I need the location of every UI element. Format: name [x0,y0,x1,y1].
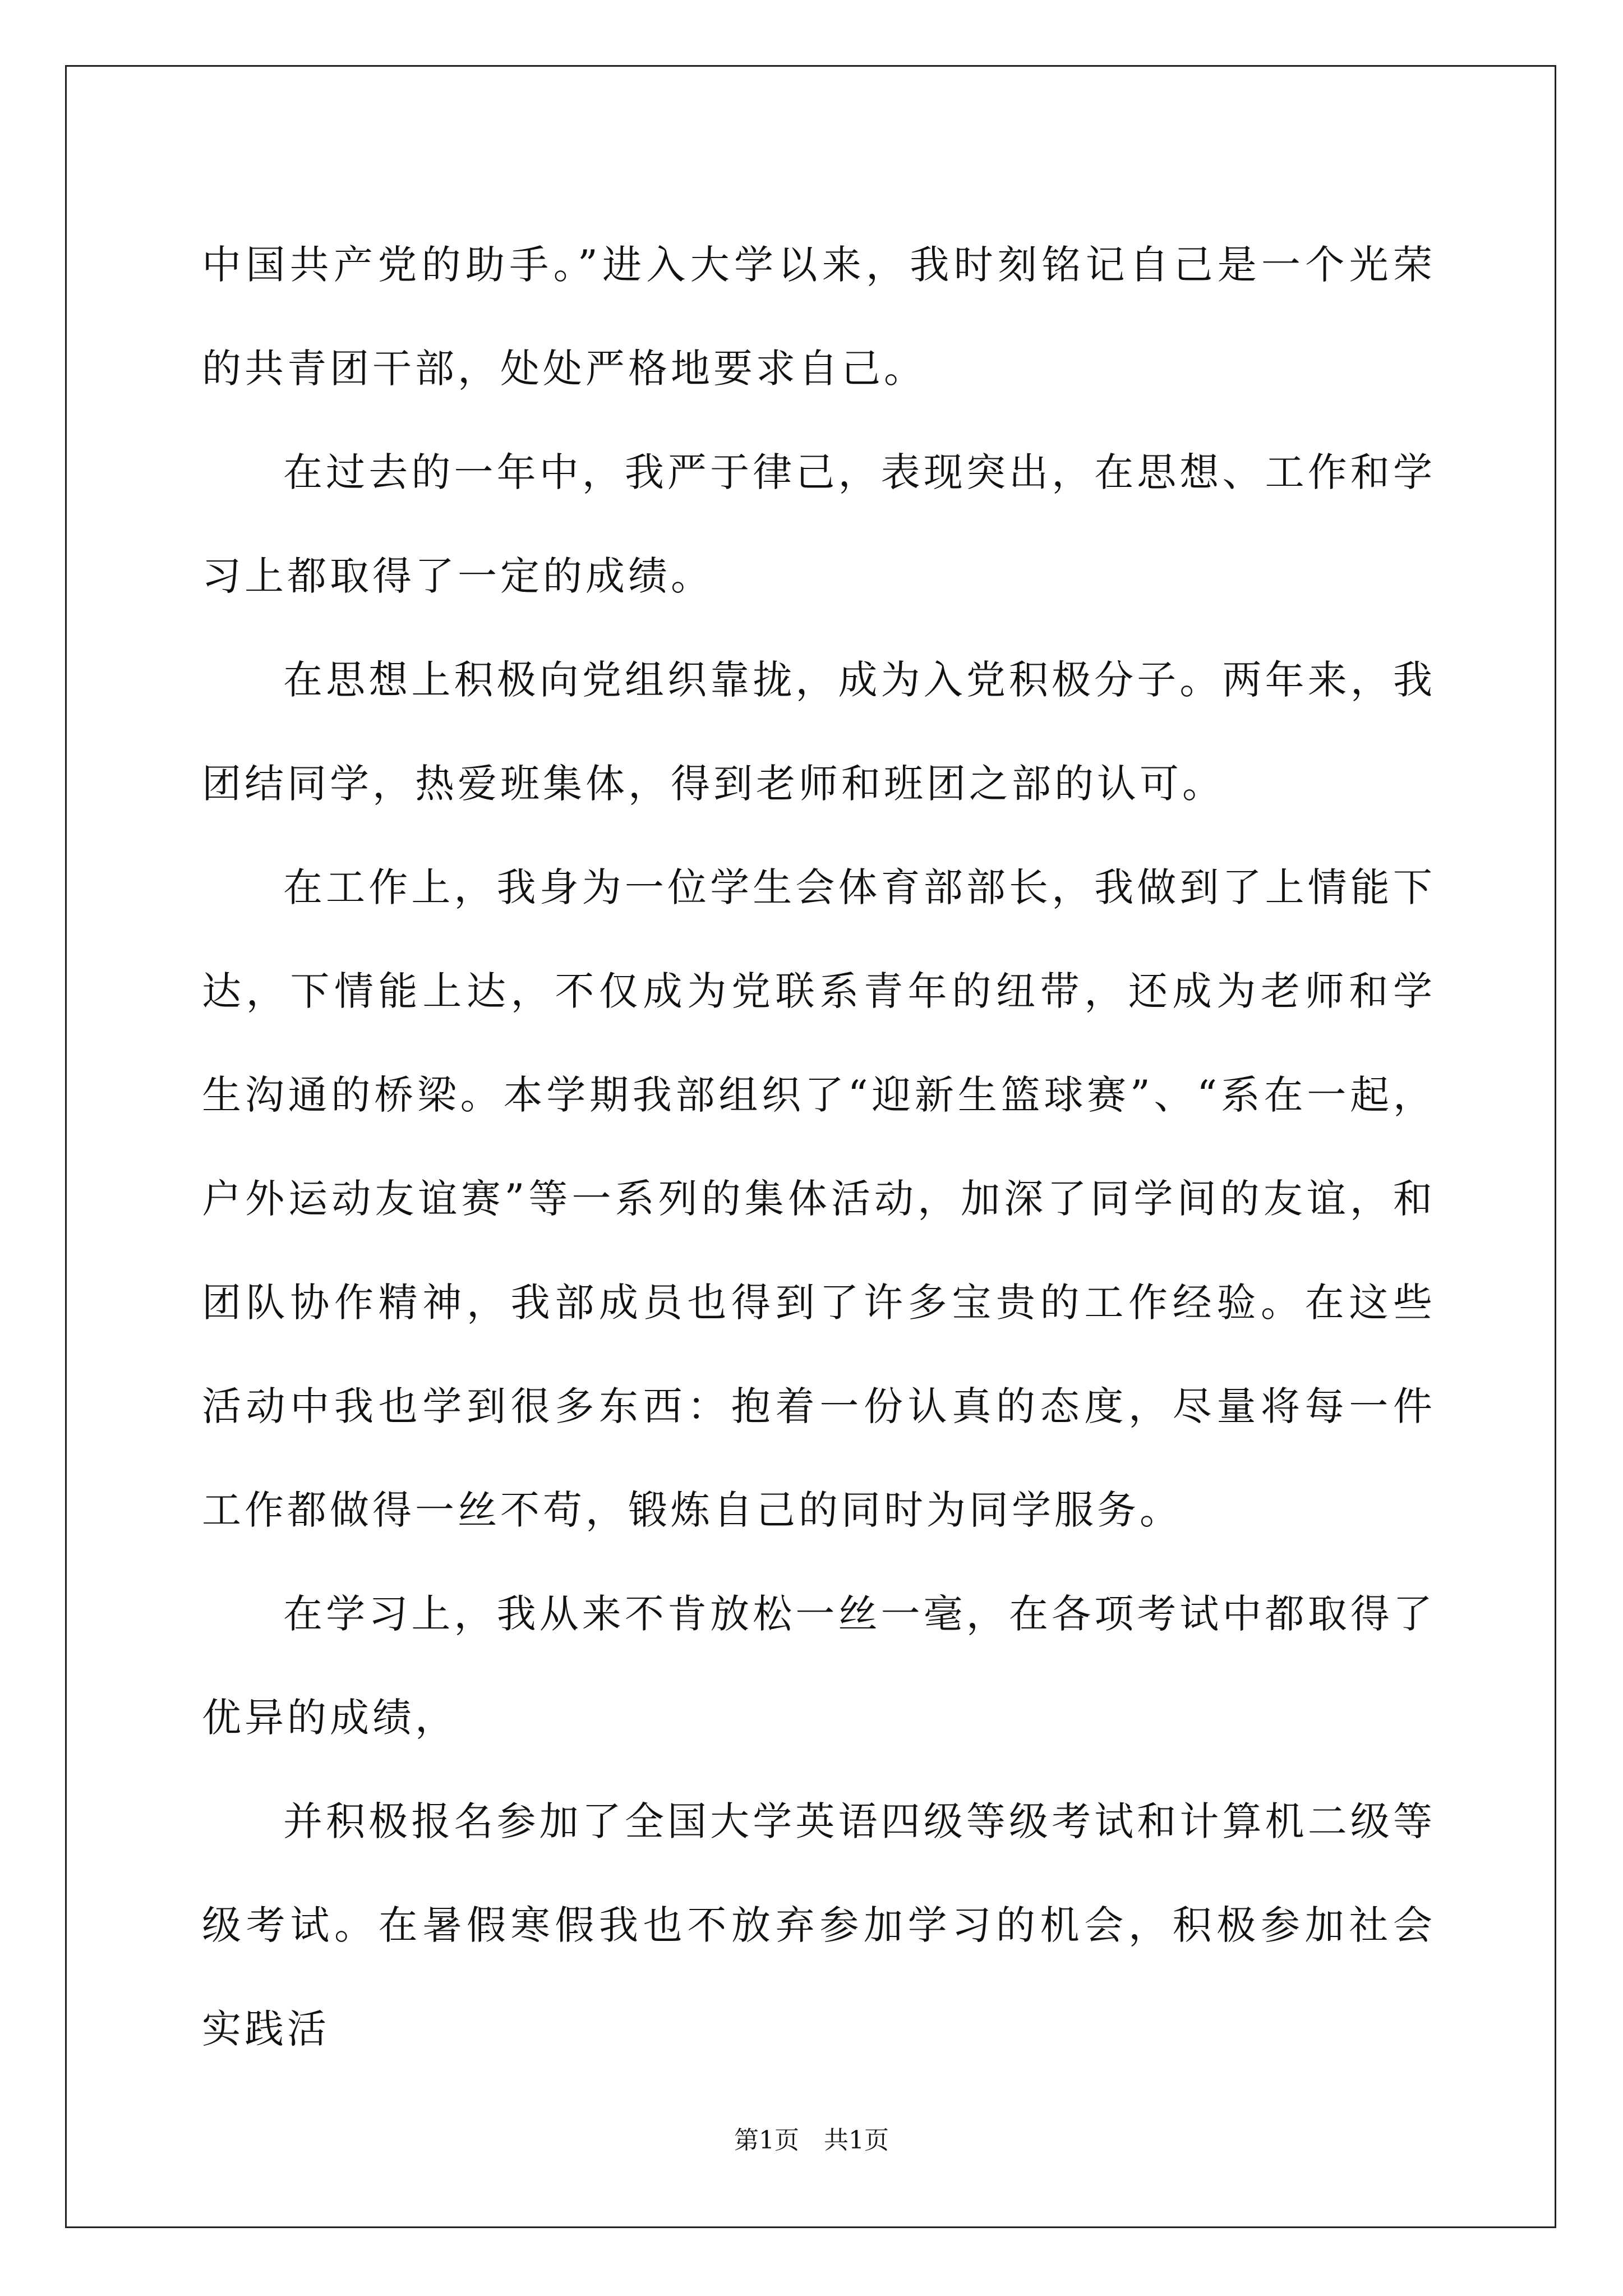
document-body [202,213,1436,2081]
paragraph-5: 在学习上，我从来不肯放松一丝一毫，在各项考试中都取得了优异的成绩， [202,1591,1436,1741]
paragraph-4: 在工作上，我身为一位学生会体育部部长，我做到了上情能下达，下情能上达，不仅成为党联系青年的纽带，还成为老师和学生沟通的桥梁。本学期我部组织了“迎新生篮球赛”、“系在一起，户外运动友谊赛”等一系列的集体活动，加深了同学间的友谊，和团队协作精神，我部成员也得到了许多宝贵的工作经验。在这些活动中我也学到很多东西：抱着一份认真的态度，尽量将每一件工作都做得一丝不苟，锻炼自己的同时为同学服务。 [202,864,1436,1533]
paragraph-6: 并积极报名参加了全国大学英语四级等级考试和计算机二级等级考试。在暑假寒假我也不放弃参加学习的机会，积极参加社会实践活 [202,1798,1436,2052]
paragraph-1: 中国共产党的助手。”进入大学以来，我时刻铭记自己是一个光荣的共青团干部，处处严格地要求自己。 [202,242,1436,392]
paragraph-3: 在思想上积极向党组织靠拢，成为入党积极分子。两年来，我团结同学，热爱班集体，得到老师和班团之部的认可。 [202,657,1436,807]
page-number-footer: 第1页 共1页 [734,2126,889,2155]
paragraph-2: 在过去的一年中，我严于律己，表现突出，在思想、工作和学习上都取得了一定的成绩。 [202,449,1436,599]
